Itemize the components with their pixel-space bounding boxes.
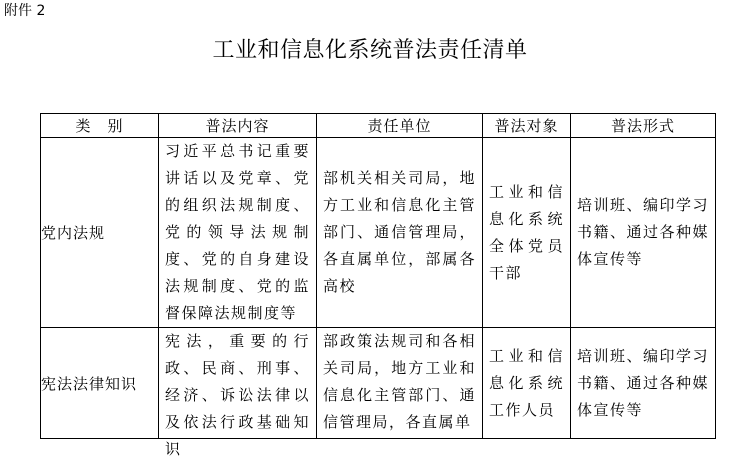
attachment-label: 附件 2 — [4, 3, 46, 19]
row-audience: 工业和信息化系统工作人员 — [489, 346, 564, 419]
row-category: 宪法法律知识 — [41, 328, 159, 439]
row-category: 党内法规 — [41, 138, 159, 328]
table-header-row — [41, 114, 716, 138]
row-content: 习近平总书记重要讲话以及党章、党的组织法规制度、党的领导法规制度、党的自身建设法规制度、党的监督保障法规制度等 — [165, 142, 310, 322]
row-form-cell — [571, 328, 716, 439]
header-content: 普法内容 — [159, 114, 317, 138]
header-audience: 普法对象 — [483, 114, 571, 138]
document-title: 工业和信息化系统普法责任清单 — [212, 38, 528, 63]
row-responsible: 部政策法规司和各相关司局，地方工业和信息化主管部门、通信管理局，各直属单 — [323, 332, 476, 431]
row-audience: 工业和信息化系统全体党员干部 — [489, 182, 564, 282]
row-content: 宪法，重要的行政、民商、刑事、经济、诉讼法律以及依法行政基础知识 — [165, 332, 310, 458]
header-form: 普法形式 — [571, 114, 716, 138]
header-category: 类 别 — [41, 114, 159, 138]
row-form: 培训班、编印学习书籍、通过各种媒体宣传等 — [577, 196, 710, 268]
responsibility-table — [40, 113, 716, 458]
row-content-cell — [159, 138, 317, 328]
row-form: 培训班、编印学习书籍、通过各种媒体宣传等 — [577, 346, 710, 419]
header-responsible: 责任单位 — [317, 114, 483, 138]
row-responsible-cell — [317, 328, 483, 439]
row-form-cell — [571, 138, 716, 328]
table-row — [41, 138, 716, 328]
row-audience-cell — [483, 328, 571, 439]
row-responsible: 部机关相关司局，地方工业和信息化主管部门、通信管理局，各直属单位，部属各高校 — [323, 169, 476, 295]
row-audience-cell — [483, 138, 571, 328]
row-content-cell — [159, 328, 317, 458]
table-row — [41, 328, 716, 439]
row-responsible-cell — [317, 138, 483, 328]
